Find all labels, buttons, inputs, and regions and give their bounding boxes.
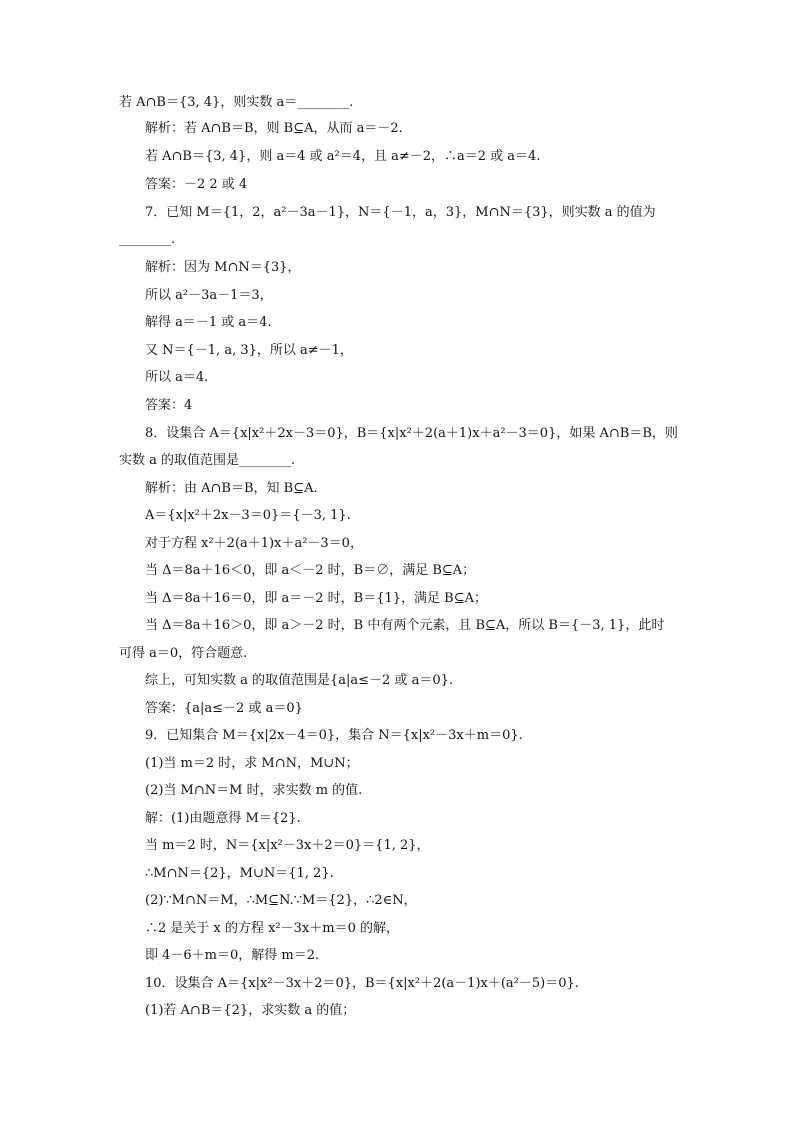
solution-8-case-1: 当 Δ＝8a＋16＜0，即 a＜－2 时，B＝∅，满足 B⊆A； xyxy=(145,563,476,578)
solution-line-2: 若 A∩B＝{3, 4}，则 a＝4 或 a²＝4，且 a≠－2，∴a＝2 或 a＝4. xyxy=(145,149,541,164)
answer-line-6: 答案：－2 2 或 4 xyxy=(145,177,248,192)
text-line-1: 若 A∩B＝{3, 4}，则实数 a＝________. xyxy=(119,95,354,110)
solution-9-line-3: ∴M∩N＝{2}，M∪N＝{1, 2}. xyxy=(145,866,334,881)
question-8: 8．设集合 A＝{x|x²＋2x－3＝0}，B＝{x|x²＋2(a＋1)x＋a²－3＝0}，如果 A∩B＝B，则 xyxy=(145,426,678,441)
solution-9-line-4: (2)∵M∩N＝M，∴M⊆N.∵M＝{2}，∴2∈N， xyxy=(145,893,417,908)
solution-8-line-3: 对于方程 x²＋2(a＋1)x＋a²－3＝0， xyxy=(145,536,363,551)
solution-7-line-2: 所以 a²－3a－1＝3， xyxy=(145,288,273,303)
solution-8-case-3-continued: 可得 a＝0，符合题意. xyxy=(119,646,248,661)
solution-7-line-1: 解析：因为 M∩N＝{3}， xyxy=(145,260,301,275)
solution-7-line-5: 所以 a＝4. xyxy=(145,370,209,385)
question-7: 7．已知 M＝{1，2，a²－3a－1}，N＝{－1，a，3}，M∩N＝{3}，则实数 a 的值为 xyxy=(145,205,656,220)
solution-7-line-3: 解得 a＝－1 或 a＝4. xyxy=(145,315,272,330)
solution-8-case-2: 当 Δ＝8a＋16＝0，即 a＝－2 时，B＝{1}，满足 B⊆A； xyxy=(145,591,487,606)
solution-line-1: 解析：若 A∩B＝B，则 B⊆A，从而 a＝－2. xyxy=(145,121,403,136)
question-9-part-2: (2)当 M∩N＝M 时，求实数 m 的值. xyxy=(145,783,363,798)
question-10-part-1: (1)若 A∩B＝{2}，求实数 a 的值； xyxy=(145,1003,356,1018)
solution-8-case-3: 当 Δ＝8a＋16＞0，即 a＞－2 时，B 中有两个元素，且 B⊆A，所以 B＝{－3, 1}，此时 xyxy=(145,618,665,633)
answer-7: 答案：4 xyxy=(145,398,193,413)
question-10: 10．设集合 A＝{x|x²－3x＋2＝0}，B＝{x|x²＋2(a－1)x＋(a²－5)＝0}. xyxy=(145,976,579,991)
solution-9-line-1: 解：(1)由题意得 M＝{2}. xyxy=(145,811,301,826)
solution-8-summary: 综上，可知实数 a 的取值范围是{a|a≤－2 或 a＝0}. xyxy=(145,673,454,688)
question-9-part-1: (1)当 m＝2 时，求 M∩N，M∪N； xyxy=(145,756,359,771)
question-7-blank: ________. xyxy=(119,232,176,247)
question-9: 9．已知集合 M＝{x|2x－4＝0}，集合 N＝{x|x²－3x＋m＝0}. xyxy=(145,728,523,743)
solution-9-line-6: 即 4－6＋m＝0，解得 m＝2. xyxy=(145,948,320,963)
question-8-continued: 实数 a 的取值范围是________. xyxy=(119,453,296,468)
solution-9-line-5: ∴2 是关于 x 的方程 x²－3x＋m＝0 的解， xyxy=(145,921,400,936)
solution-8-line-2: A＝{x|x²＋2x－3＝0}＝{－3, 1}. xyxy=(145,508,351,523)
solution-9-line-2: 当 m＝2 时，N＝{x|x²－3x＋2＝0}＝{1, 2}， xyxy=(145,838,430,853)
answer-8: 答案：{a|a≤－2 或 a＝0} xyxy=(145,701,303,716)
solution-8-line-1: 解析：由 A∩B＝B，知 B⊆A. xyxy=(145,481,318,496)
solution-7-line-4: 又 N＝{－1, a, 3}，所以 a≠－1， xyxy=(145,343,353,358)
